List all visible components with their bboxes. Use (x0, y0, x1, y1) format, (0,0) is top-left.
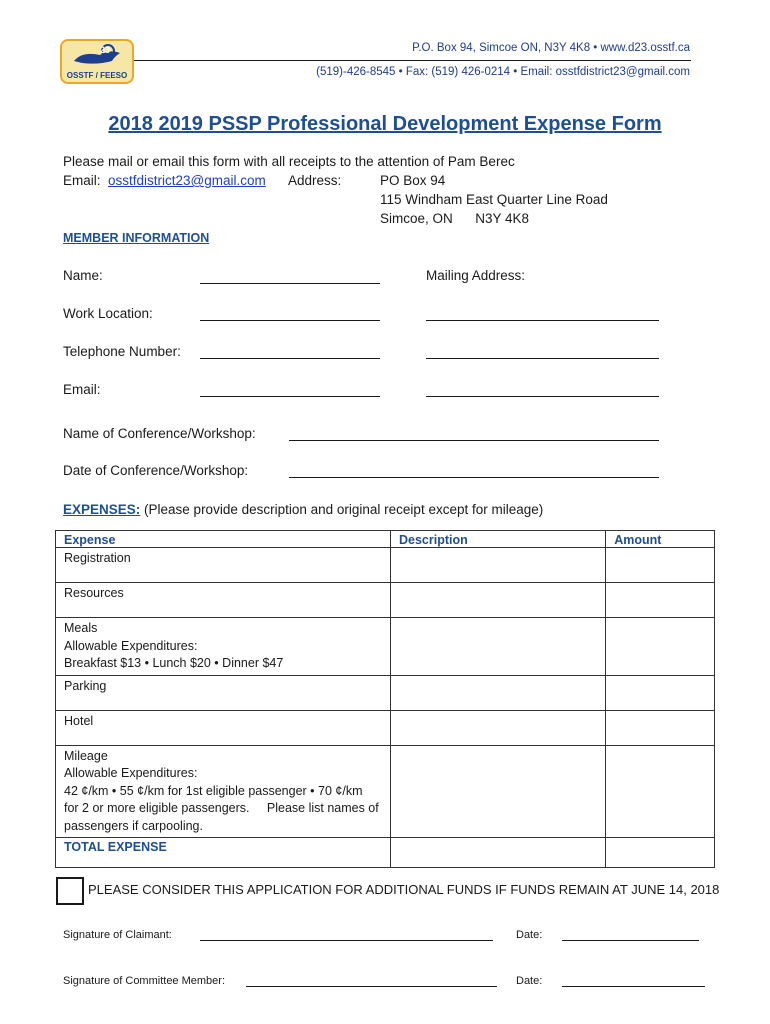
intro-address-label: Address: (288, 173, 342, 188)
amount-cell[interactable] (606, 675, 715, 710)
expense-label-line: for 2 or more eligible passengers. Please list names of (64, 801, 379, 815)
expenses-label: EXPENSES: (63, 502, 141, 517)
address-line-3: Simcoe, ON N3Y 4K8 (380, 211, 530, 226)
column-header-description: Description (390, 531, 605, 548)
expense-label (56, 548, 391, 583)
conference-date-field[interactable] (289, 477, 659, 478)
expense-label (56, 583, 391, 618)
total-expense-label: TOTAL EXPENSE (56, 838, 391, 868)
work-location-label: Work Location: (63, 306, 153, 321)
column-header-expense: Expense (56, 531, 391, 548)
description-cell[interactable] (390, 710, 605, 745)
name-field[interactable] (200, 283, 380, 284)
expense-row-parking (56, 675, 715, 710)
description-cell[interactable] (390, 548, 605, 583)
name-label: Name: (63, 268, 103, 283)
expense-label-line: Registration (64, 551, 131, 565)
intro-text: Please mail or email this form with all receipts to the attention of Pam Berec (63, 154, 515, 169)
conference-name-label: Name of Conference/Workshop: (63, 426, 256, 441)
additional-funds-checkbox[interactable] (56, 877, 84, 905)
expense-label-line: Meals (64, 621, 98, 635)
expense-row-total (56, 838, 715, 868)
description-cell[interactable] (390, 838, 605, 868)
work-location-field[interactable] (200, 320, 380, 321)
amount-cell[interactable] (606, 583, 715, 618)
mailing-address-label: Mailing Address: (426, 268, 526, 283)
osstf-logo (60, 39, 134, 84)
amount-cell[interactable] (606, 745, 715, 838)
member-info-heading: MEMBER INFORMATION (63, 231, 210, 245)
telephone-label: Telephone Number: (63, 344, 181, 359)
expense-label (56, 618, 391, 676)
expense-row-mileage (56, 745, 715, 838)
expense-label-line: Hotel (64, 713, 94, 728)
mailing-address-field-1[interactable] (426, 320, 659, 321)
address-line-2: 115 Windham East Quarter Line Road (380, 192, 608, 207)
expense-label-line: Allowable Expenditures: (64, 766, 198, 780)
intro-email-link[interactable]: osstfdistrict23@gmail.com (108, 173, 266, 188)
header-address: P.O. Box 94, Simcoe ON, N3Y 4K8 • www.d23.osstf.ca (412, 42, 690, 54)
header-contact: (519)-426-8545 • Fax: (519) 426-0214 • Email: osstfdistrict23@gmail.com (316, 66, 690, 78)
expense-label (56, 675, 391, 710)
amount-cell[interactable] (606, 618, 715, 676)
committee-signature-label: Signature of Committee Member: (63, 975, 226, 987)
claimant-signature-label: Signature of Claimant: (63, 929, 172, 941)
expenses-note: (Please provide description and original receipt except for mileage) (140, 502, 544, 517)
lamp-icon (62, 41, 132, 71)
logo-badge-number: 23 (100, 45, 111, 55)
mailing-address-field-3[interactable] (426, 396, 659, 397)
expense-row-hotel (56, 710, 715, 745)
amount-cell[interactable] (606, 710, 715, 745)
claimant-date-field[interactable] (562, 940, 699, 941)
description-cell[interactable] (390, 745, 605, 838)
expense-row-meals (56, 618, 715, 676)
committee-date-label: Date: (516, 975, 543, 987)
description-cell[interactable] (390, 618, 605, 676)
email-field[interactable] (200, 396, 380, 397)
description-cell[interactable] (390, 583, 605, 618)
conference-name-field[interactable] (289, 440, 659, 441)
expense-label (56, 710, 391, 745)
logo-name: OSSTF / FEESO (66, 71, 128, 80)
committee-date-field[interactable] (562, 986, 705, 987)
additional-funds-text: PLEASE CONSIDER THIS APPLICATION FOR ADDITIONAL FUNDS IF FUNDS REMAIN AT JUNE 14, 2018 (88, 882, 720, 897)
form-title: 2018 2019 PSSP Professional Development Expense Form (108, 113, 662, 135)
expense-table (55, 530, 715, 868)
intro-email-label: Email: (63, 173, 101, 188)
committee-signature-field[interactable] (246, 986, 497, 987)
claimant-signature-field[interactable] (200, 940, 493, 941)
total-amount-cell[interactable] (606, 838, 715, 868)
expense-label-line: 42 ¢/km • 55 ¢/km for 1st eligible passenger • 70 ¢/km (64, 783, 363, 798)
amount-cell[interactable] (606, 548, 715, 583)
telephone-field[interactable] (200, 358, 380, 359)
expense-label-line: Breakfast $13 • Lunch $20 • Dinner $47 (64, 656, 284, 670)
conference-date-label: Date of Conference/Workshop: (63, 463, 249, 478)
mailing-address-field-2[interactable] (426, 358, 659, 359)
expense-label-line: passengers if carpooling. (64, 818, 203, 833)
expense-label-line: Resources (64, 586, 124, 600)
email-label: Email: (63, 382, 101, 397)
expense-label-line: Mileage (64, 748, 108, 763)
address-line-1: PO Box 94 (380, 173, 446, 188)
column-header-amount: Amount (606, 531, 715, 548)
expense-row-resources (56, 583, 715, 618)
expense-label (56, 745, 391, 838)
expense-label-line: Parking (64, 678, 107, 693)
expense-label-line: Allowable Expenditures: (64, 638, 198, 653)
claimant-date-label: Date: (516, 929, 543, 941)
expenses-heading (63, 502, 543, 517)
expense-row-registration (56, 548, 715, 583)
header-divider (134, 60, 691, 61)
description-cell[interactable] (390, 675, 605, 710)
expense-table-header (56, 531, 715, 548)
